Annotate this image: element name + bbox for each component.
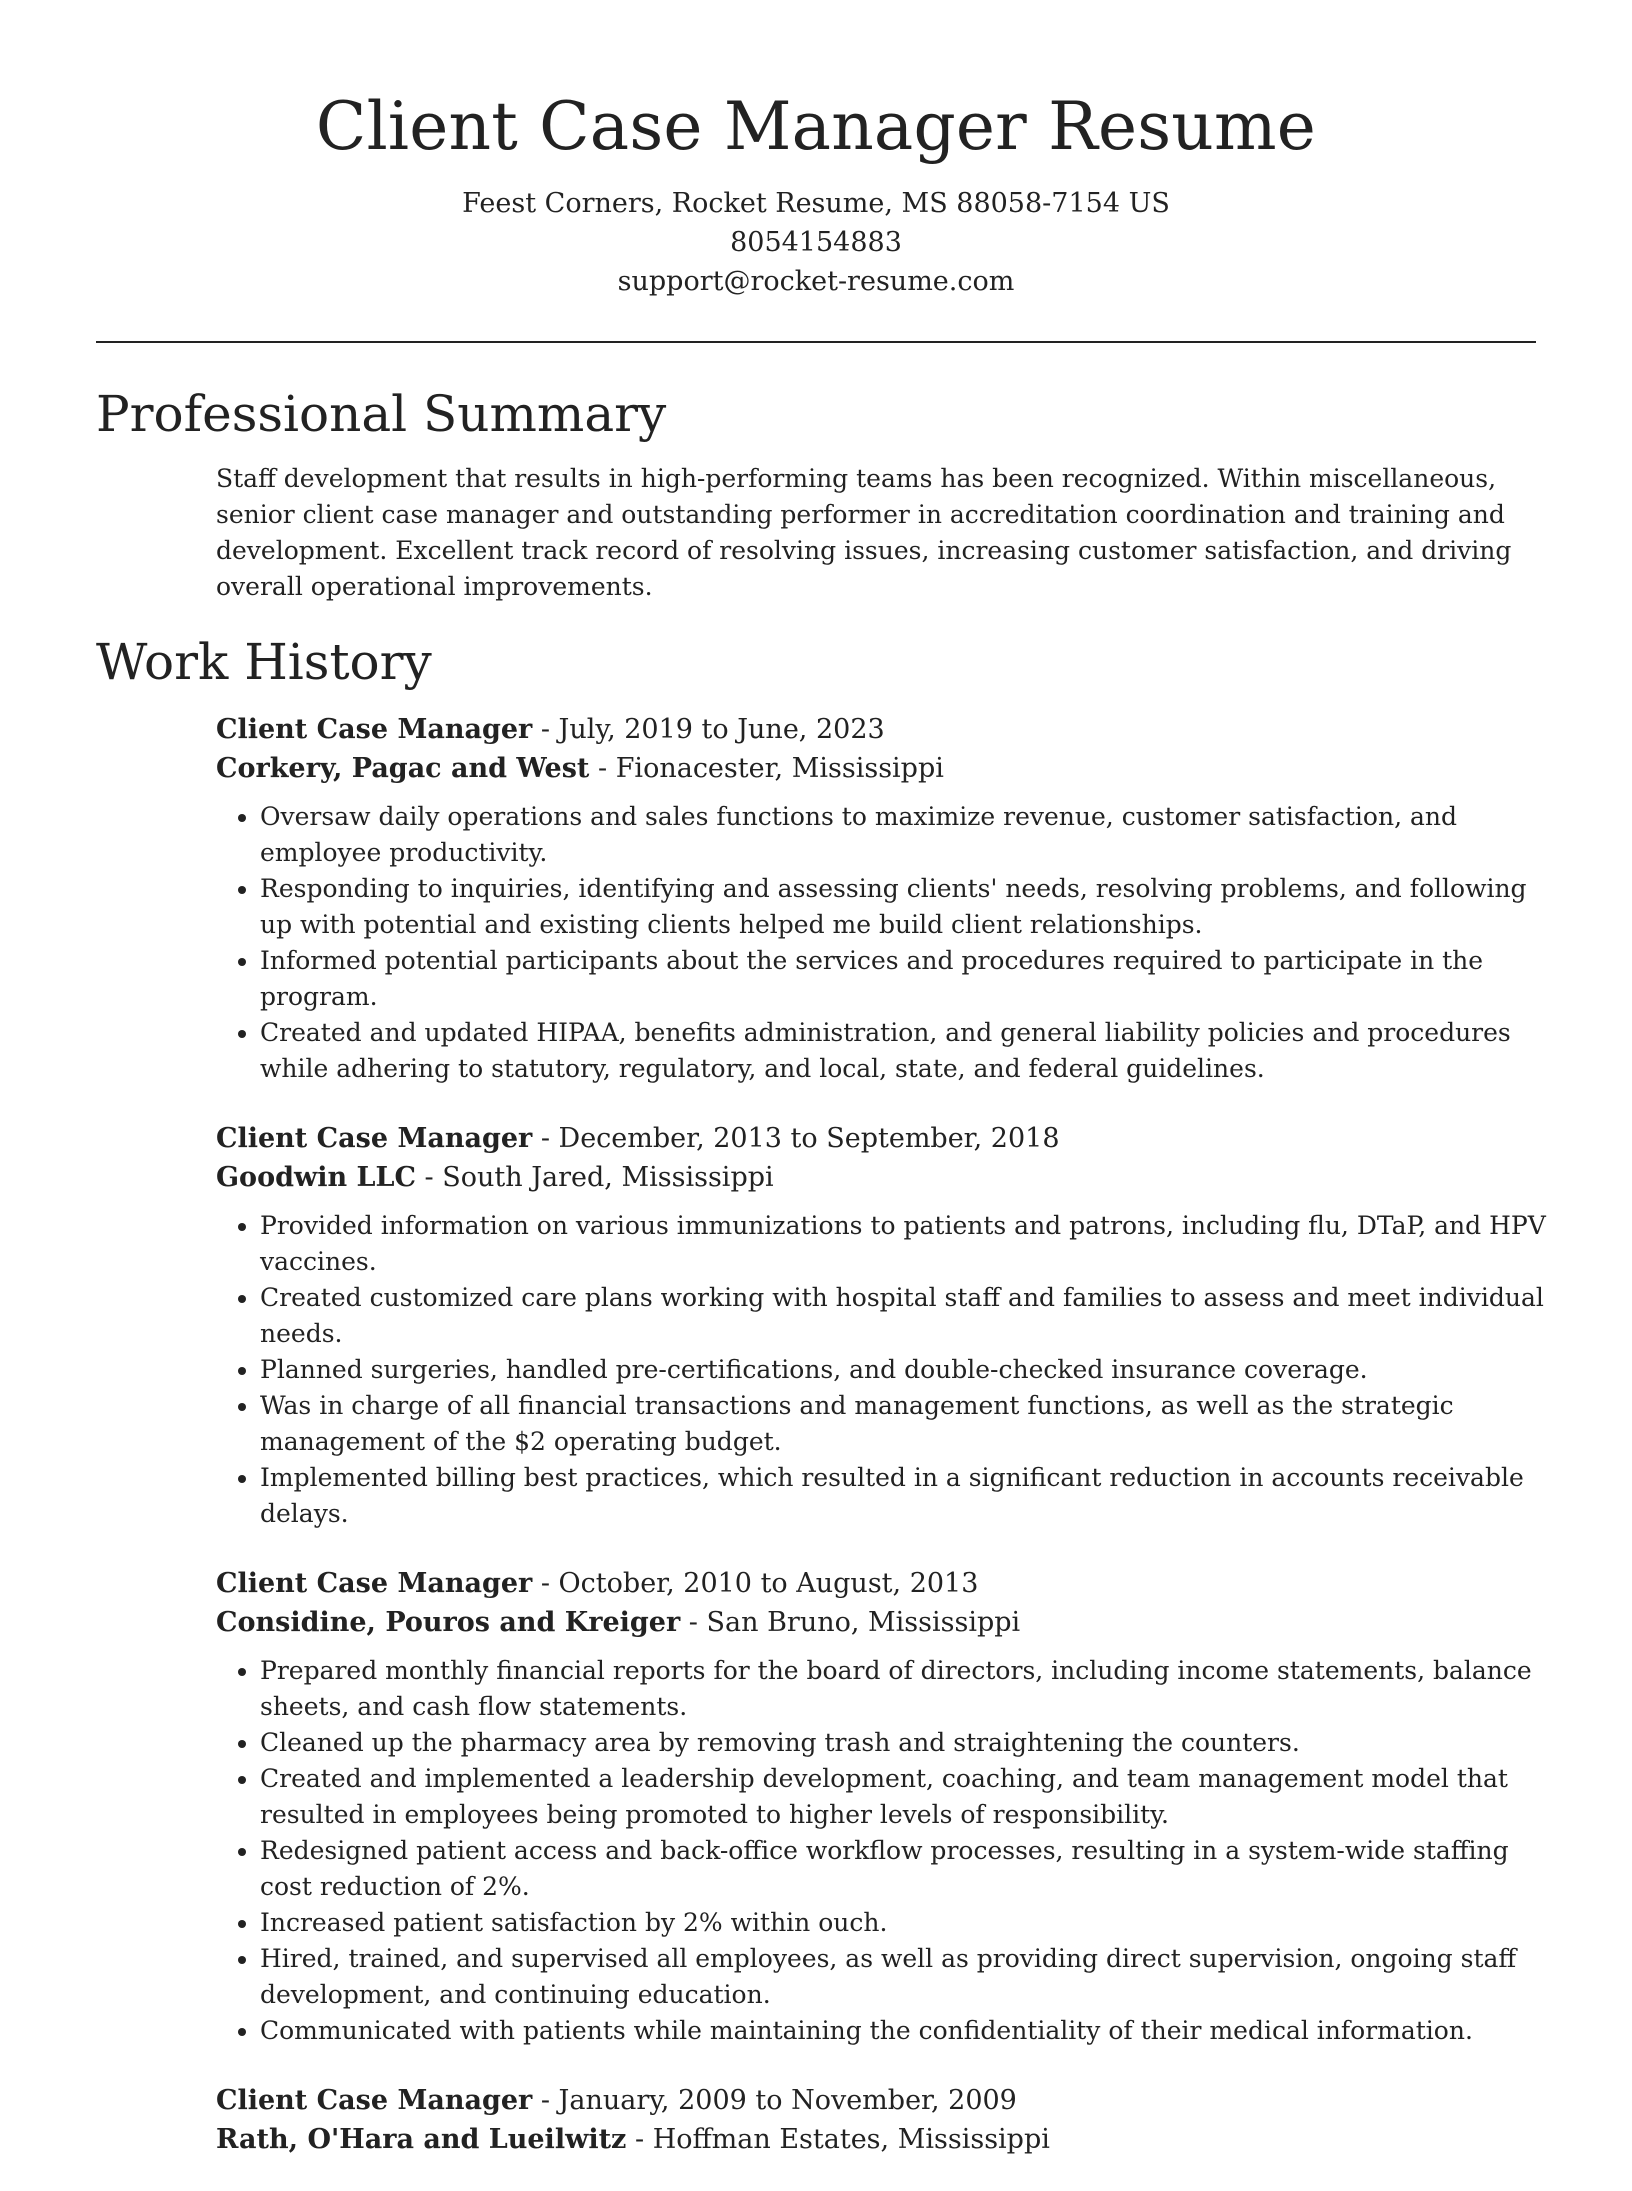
- job-bullet-list: [216, 1653, 1546, 2049]
- job-company: Rath, O'Hara and Lueilwitz: [216, 2124, 627, 2155]
- job-bullet: • Created and updated HIPAA, benefits administration, and general liability policies and procedures while adhering to statutory, regulatory, and local, state, and federal guidelines.: [260, 1015, 1546, 1087]
- job-location: San Bruno, Mississippi: [706, 1607, 1021, 1638]
- job-dates: January, 2009 to November, 2009: [558, 2085, 1017, 2116]
- job-title-line: [216, 1564, 1546, 1603]
- job-bullet: • Oversaw daily operations and sales functions to maximize revenue, customer satisfaction, and employee productivity.: [260, 799, 1546, 871]
- job-separator: -: [532, 1568, 559, 1599]
- job-bullet: • Responding to inquiries, identifying and assessing clients' needs, resolving problems, and following up with potential and existing clients helped me build client relationships.: [260, 871, 1546, 943]
- header-divider: [96, 341, 1536, 343]
- job-separator: -: [680, 1607, 707, 1638]
- job-bullet: • Prepared monthly financial reports for the board of directors, including income statements, balance sheets, and cash flow statements.: [260, 1653, 1546, 1725]
- job-bullet: • Was in charge of all financial transactions and management functions, as well as the strategic management of the $2 operating budget.: [260, 1388, 1546, 1460]
- job-bullet: • Planned surgeries, handled pre-certifications, and double-checked insurance coverage.: [260, 1352, 1546, 1388]
- job-bullet: • Implemented billing best practices, which resulted in a significant reduction in accounts receivable delays.: [260, 1460, 1546, 1532]
- job-title-line: [216, 710, 1546, 749]
- job-separator: -: [532, 714, 559, 745]
- job-entry: [216, 710, 1546, 1087]
- job-bullet: • Informed potential participants about the services and procedures required to participate in the program.: [260, 943, 1546, 1015]
- job-title-line: [216, 1119, 1546, 1158]
- job-company-line: [216, 749, 1546, 788]
- job-company-line: [216, 1603, 1546, 1642]
- job-title: Client Case Manager: [216, 2085, 533, 2116]
- job-company: Corkery, Pagac and West: [216, 753, 590, 784]
- professional-summary-heading: Professional Summary: [96, 385, 667, 443]
- resume-title: Client Case Manager Resume: [315, 88, 1317, 165]
- work-history-heading: Work History: [96, 633, 432, 691]
- job-bullet: • Created customized care plans working with hospital staff and families to assess and meet individual needs.: [260, 1280, 1546, 1352]
- job-bullet: • Communicated with patients while maintaining the confidentiality of their medical information.: [260, 2013, 1546, 2049]
- job-title: Client Case Manager: [216, 1568, 533, 1599]
- work-history-list: [216, 710, 1546, 2191]
- contact-phone: 8054154883: [730, 227, 902, 258]
- job-title: Client Case Manager: [216, 714, 533, 745]
- job-dates: October, 2010 to August, 2013: [558, 1568, 979, 1599]
- job-bullet-list: [216, 799, 1546, 1087]
- job-separator: -: [532, 2085, 559, 2116]
- job-location: Fionacester, Mississippi: [615, 753, 944, 784]
- contact-address: Feest Corners, Rocket Resume, MS 88058-7154 US: [462, 188, 1170, 219]
- job-company: Goodwin LLC: [216, 1162, 416, 1193]
- job-entry: [216, 2081, 1546, 2159]
- job-bullet: • Cleaned up the pharmacy area by removing trash and straightening the counters.: [260, 1725, 1546, 1761]
- professional-summary-text: Staff development that results in high-performing teams has been recognized. Within miscellaneous, senior client case manager and outstanding performer in accreditation coordination and training and development. Excellent track record of resolving issues, increasing customer satisfaction, and driving overall operational improvements.: [216, 464, 1512, 601]
- job-entry: [216, 1119, 1546, 1532]
- job-dates: July, 2019 to June, 2023: [558, 714, 885, 745]
- job-separator: -: [626, 2124, 653, 2155]
- job-company: Considine, Pouros and Kreiger: [216, 1607, 681, 1638]
- job-location: Hoffman Estates, Mississippi: [652, 2124, 1050, 2155]
- job-entry: [216, 1564, 1546, 2049]
- job-location: South Jared, Mississippi: [442, 1162, 774, 1193]
- job-bullet: • Provided information on various immunizations to patients and patrons, including flu, DTaP, and HPV vaccines.: [260, 1208, 1546, 1280]
- job-bullet: • Hired, trained, and supervised all employees, as well as providing direct supervision, ongoing staff development, and continuing education.: [260, 1941, 1546, 2013]
- job-title-line: [216, 2081, 1546, 2120]
- job-bullet-list: [216, 1208, 1546, 1532]
- job-bullet: • Redesigned patient access and back-office workflow processes, resulting in a system-wide staffing cost reduction of 2%.: [260, 1833, 1546, 1905]
- job-dates: December, 2013 to September, 2018: [558, 1123, 1060, 1154]
- job-separator: -: [532, 1123, 559, 1154]
- contact-email: support@rocket-resume.com: [617, 266, 1015, 297]
- resume-header: [0, 0, 1632, 301]
- job-separator: -: [589, 753, 616, 784]
- job-title: Client Case Manager: [216, 1123, 533, 1154]
- contact-block: [0, 184, 1632, 301]
- job-separator: -: [415, 1162, 443, 1193]
- job-company-line: [216, 2120, 1546, 2159]
- job-company-line: [216, 1158, 1546, 1197]
- job-bullet: • Increased patient satisfaction by 2% within ouch.: [260, 1905, 1546, 1941]
- job-bullet: • Created and implemented a leadership development, coaching, and team management model that resulted in employees being promoted to higher levels of responsibility.: [260, 1761, 1546, 1833]
